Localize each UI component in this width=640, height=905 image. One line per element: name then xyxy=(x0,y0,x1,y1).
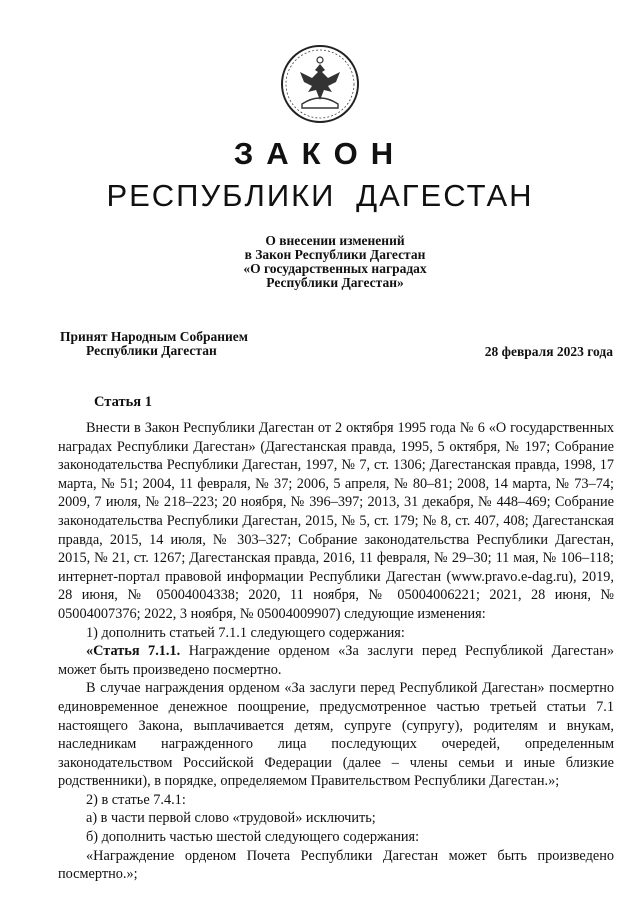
paragraph: б) дополнить частью шестой следующего содержания: xyxy=(86,829,420,846)
coat-of-arms-emblem xyxy=(278,42,362,126)
subtitle-line: Республики Дагестан» xyxy=(266,275,404,290)
coat-of-arms-eagle-icon xyxy=(278,42,362,126)
adopted-line: Республики Дагестан xyxy=(86,343,217,358)
subtitle-line: «О государственных наградах xyxy=(243,261,427,276)
quoted-article-text: Награждение орденом «За заслуги перед Республикой Дагестан» может быть произведено посмертно. xyxy=(58,643,614,678)
paragraph: 2) в статье 7.4.1: xyxy=(86,791,186,808)
adopted-line: Принят Народным Собранием xyxy=(60,329,248,344)
law-title: ЗАКОН xyxy=(233,136,407,171)
adoption-date: 28 февраля 2023 года xyxy=(484,344,613,359)
adopted-by xyxy=(60,330,248,358)
paragraph: В случае награждения орденом «За заслуги перед Республикой Дагестан» посмертно единовременное денежное поощрение, предусмотренное частью третьей статьи 7.1 настоящего Закона, выплачивается детям, супруге (супругу), родителям и внукам, наследникам награжденного лица последующих очередей, определенным законодательством Российской Федерации (далее – члены семьи и иные близкие родственники), в порядке, определяемом Правительством Республики Дагестан.»; xyxy=(58,680,614,790)
quoted-article-title: «Статья 7.1.1. xyxy=(86,643,181,660)
paragraph: «Награждение орденом Почета Республики Дагестан может быть произведено посмертно.»; xyxy=(58,847,614,883)
republic-title: РЕСПУБЛИКИ ДАГЕСТАН xyxy=(106,178,534,213)
subtitle-line: в Закон Республики Дагестан xyxy=(244,247,426,262)
paragraph: 1) дополнить статьей 7.1.1 следующего содержания: xyxy=(86,624,405,641)
article-heading: Статья 1 xyxy=(94,394,152,410)
paragraph xyxy=(58,642,614,679)
paragraph: а) в части первой слово «трудовой» исключить; xyxy=(86,810,376,827)
subtitle-line: О внесении изменений xyxy=(265,233,405,248)
law-subtitle xyxy=(0,234,640,290)
paragraph: Внести в Закон Республики Дагестан от 2 октября 1995 года № 6 «О государственных наградах Республики Дагестан» (Дагестанская правда, 1995, 5 октября, № 197; Собрание законодательства Республики Дагестан, 1997, № 7, ст. 1306; Дагестанская правда, 1998, 17 марта, № 51; 2004, 11 февраля, № 37; 2006, 5 апреля, № 80–81; 2008, 14 марта, № 73–74; 2009, 7 июля, № 218–223; 20 ноября, № 396–397; 2013, 31 декабря, № 448–469; Собрание законодательства Республики Дагестан, 2015, № 5, ст. 179; № 8, ст. 407, 408; Дагестанская правда, 2015, 14 июля, № 303–327; Собрание законодательства Республики Дагестан, 2015, № 21, ст. 1267; Дагестанская правда, 2016, 11 февраля, № 29–30; 11 мая, № 106–118; интернет-портал правовой информации Республики Дагестан (www.pravo.e-dag.ru), 2019, 28 июня, № 05004004338; 2020, 11 ноября, № 05004006221; 2021, 28 июня, № 05004007376; 2022, 3 ноября, № 05004009907) следующие изменения: xyxy=(58,420,614,622)
article-body xyxy=(58,419,614,884)
